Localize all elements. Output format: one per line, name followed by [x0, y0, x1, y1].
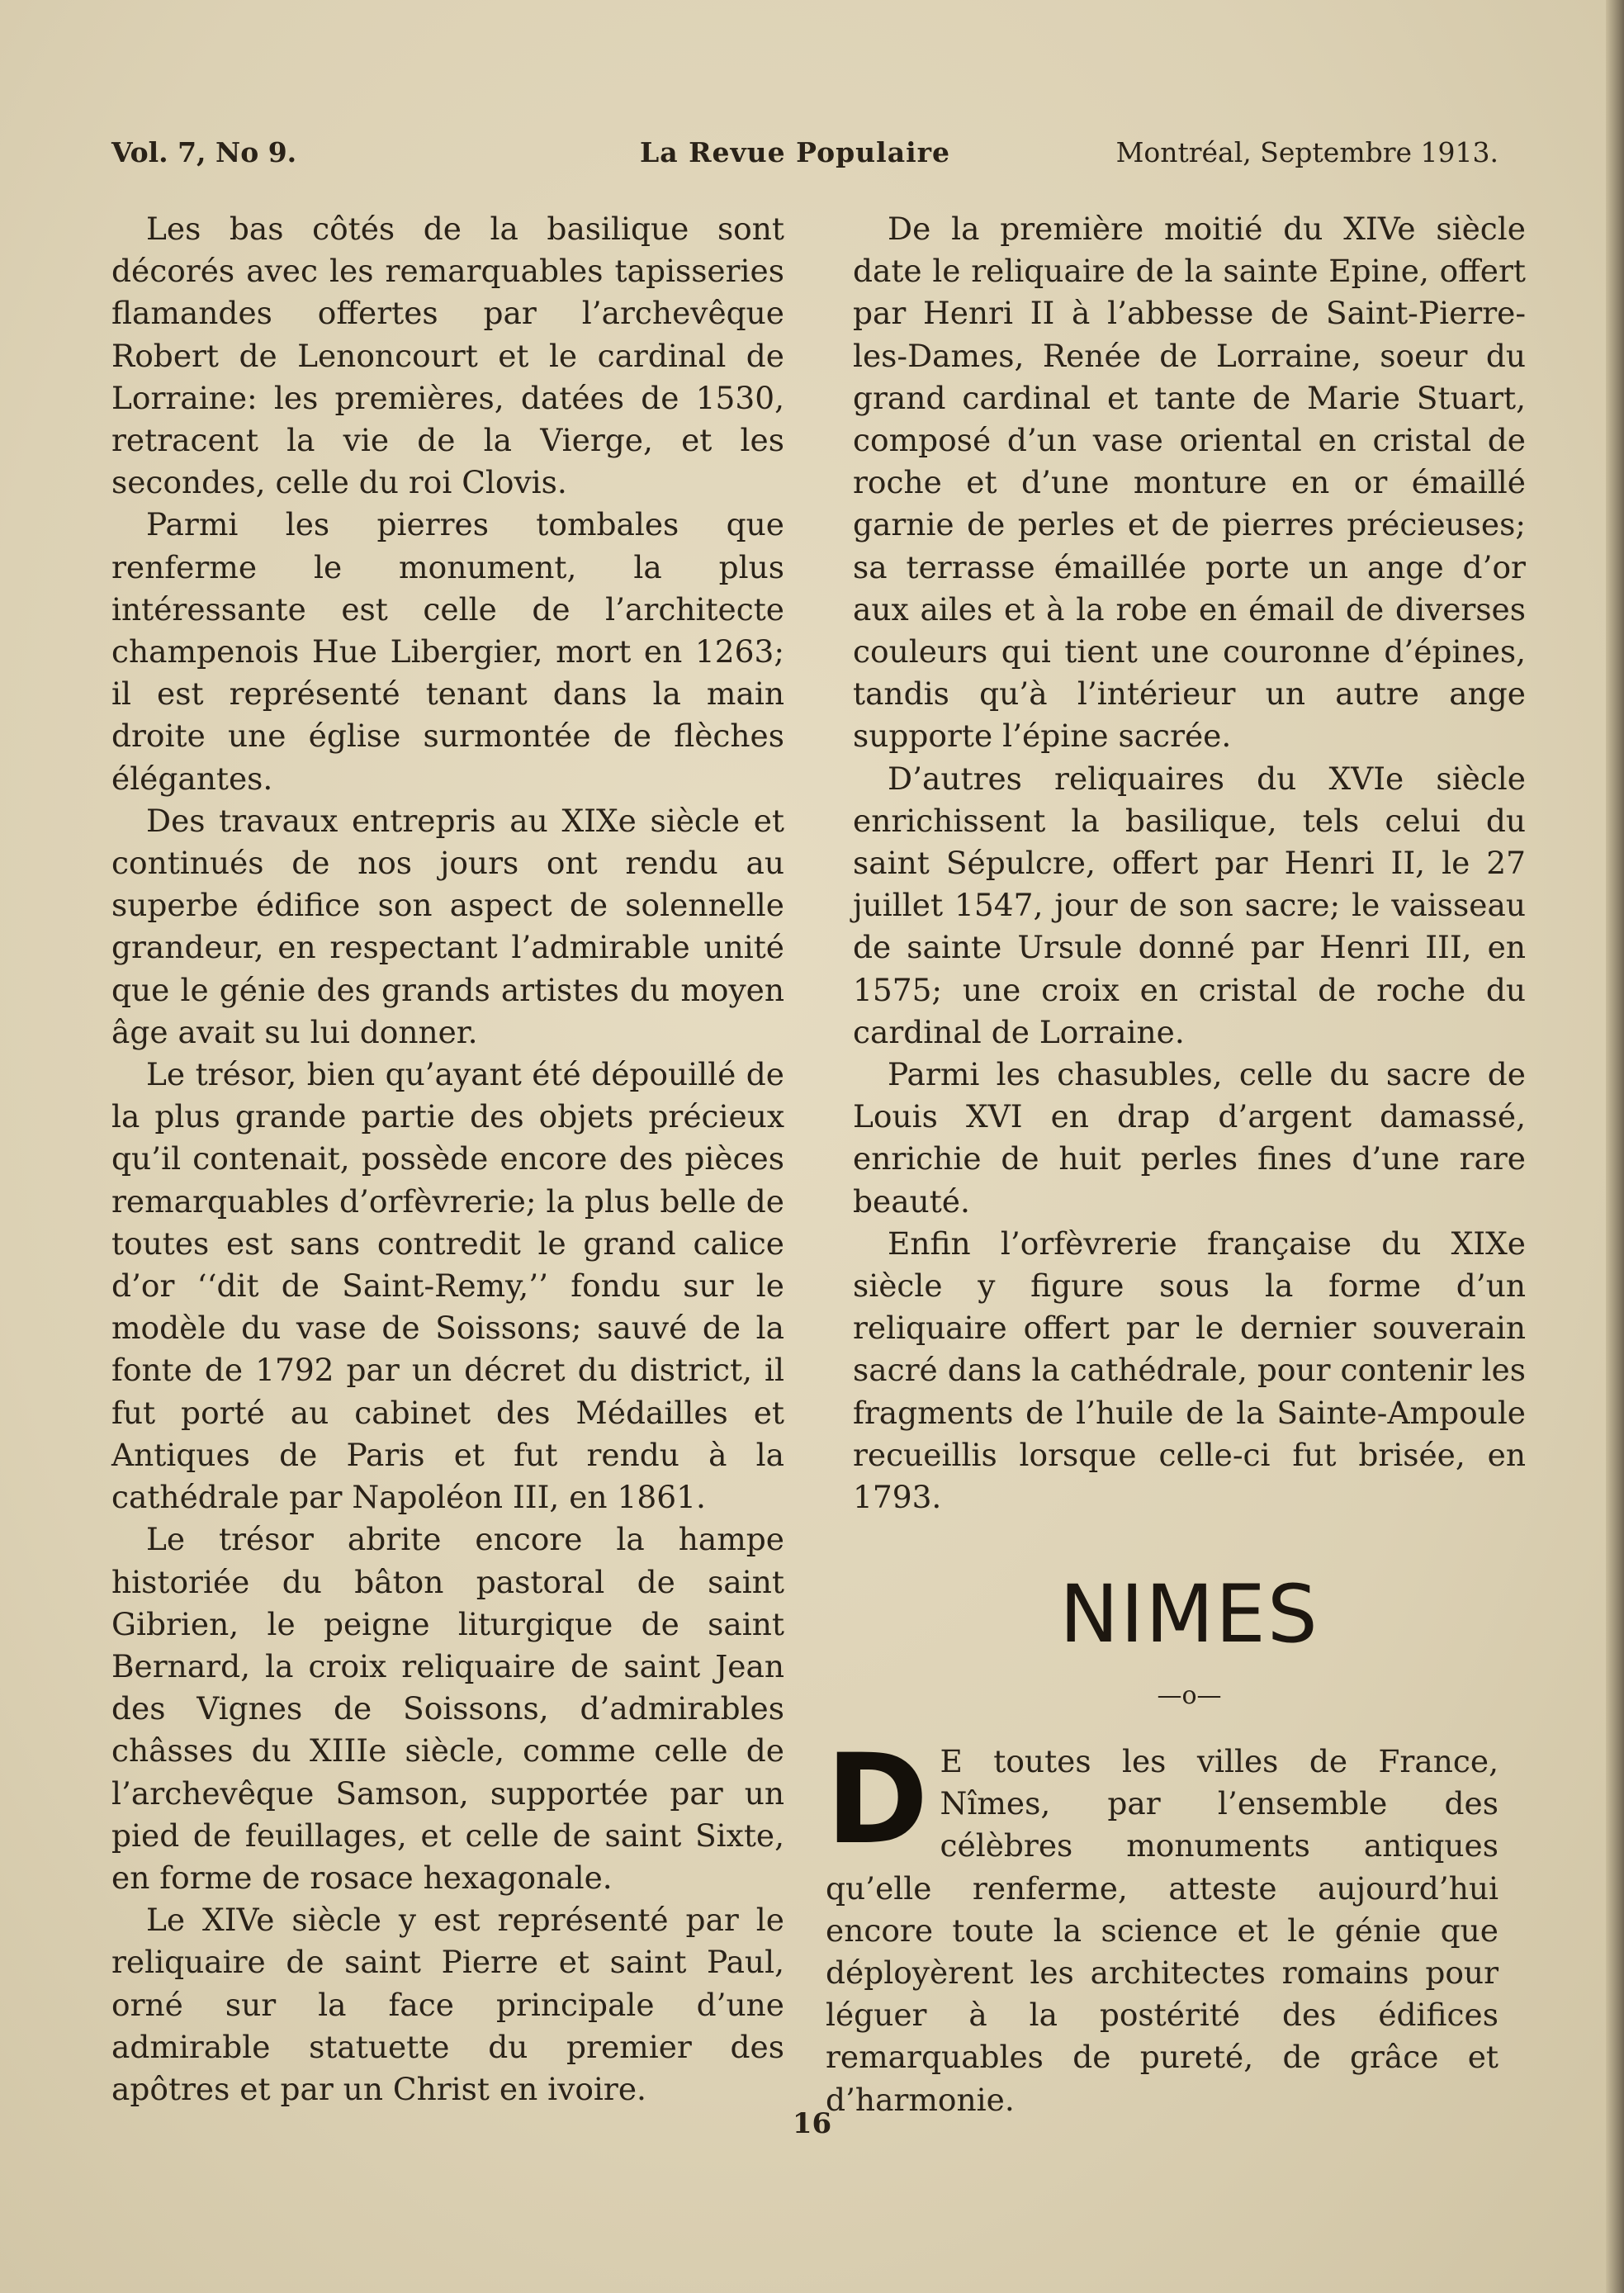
paragraph: De la première moitié du XIVe siècle date le reliquaire de la sainte Epine, offert par Henri II à l’abbesse de Saint-Pierre-les-Dames, Renée de Lorraine, soeur du grand cardinal et tante de Marie Stuart, composé d’un vase oriental en cristal de roche et d’une monture en or émaillé garnie de perles et de pierres précieuses; sa terrasse émaillée porte un ange d’or aux ailes et à la robe en émail de diverses couleurs qui tient une couronne d’épines, tandis qu’à l’intérieur un autre ange supporte l’épine sacrée. — [853, 211, 1526, 755]
paragraph: Parmi les chasubles, celle du sacre de Louis XVI en drap d’argent damassé, enrichie de huit perles fines d’une rare beauté. — [853, 1056, 1526, 1220]
paragraph: Le XIVe siècle y est représenté par le reliquaire de saint Pierre et saint Paul, orné sur la face principale d’une admirable statuette du premier des apôtres et par un Christ en ivoire. — [111, 1902, 784, 2107]
running-header — [111, 136, 1499, 178]
volume-number: Vol. 7, No 9. — [111, 136, 297, 168]
paragraph: Les bas côtés de la basilique sont décorés avec les remarquables tapisseries flamandes offertes par l’archevêque Robert de Lenoncourt et le cardinal de Lorraine: les premières, datées de 1530, retracent la vie de la Vierge, et les secondes, celle du roi Clovis. — [111, 211, 784, 501]
page-number: 16 — [792, 2107, 832, 2140]
paragraph: Des travaux entrepris au XIXe siècle et continués de nos jours ont rendu au superbe édifice son aspect de solennelle grandeur, en respectant l’admirable unité que le génie des grands artistes du moyen âge avait su lui donner. — [111, 802, 784, 1050]
title-separator: —o— — [1157, 1681, 1222, 1710]
paragraph: Le trésor, bien qu’ayant été dépouillé de la plus grande partie des objets précieux qu’il contenait, possède encore des pièces remarquables d’orfèvrerie; la plus belle de toutes est sans contredit le grand calice d’or ‘‘dit de Saint-Remy,’’ fondu sur le modèle du vase de Soissons; sauvé de la fonte de 1792 par un décret du district, il fut porté au cabinet des Médailles et Antiques de Paris et fut rendu à la cathédrale par Napoléon III, en 1861. — [111, 1056, 784, 1516]
paragraph: Enfin l’orfèvrerie française du XIXe siècle y figure sous la forme d’un reliquaire offert par le dernier souverain sacré dans la cathédrale, pour contenir les fragments de l’huile de la Sainte-Ampoule recueillis lorsque celle-ci fut brisée, en 1793. — [853, 1225, 1526, 1516]
drop-cap: D — [826, 1728, 929, 1872]
publication-title: La Revue Populaire — [640, 136, 950, 168]
paragraph: Le trésor abrite encore la hampe historiée du bâton pastoral de saint Gibrien, le peigne liturgique de saint Bernard, la croix reliquaire de saint Jean des Vignes de Soissons, d’admirables châsses du XIIIe siècle, comme celle de l’archevêque Samson, supportée par un pied de feuillages, et celle de saint Sixte, en forme de rosace hexagonale. — [111, 1521, 784, 1896]
article-body — [826, 1728, 1499, 2121]
page-edge-shadow — [1606, 0, 1624, 2293]
paragraph: Parmi les pierres tombales que renferme le monument, la plus intéressante est celle de l’architecte champenois Hue Libergier, mort en 1263; il est représenté tenant dans la main droite une église surmontée de flèches élégantes. — [111, 506, 784, 797]
left-column — [111, 208, 784, 2111]
article-text: E toutes les villes de France, Nîmes, par l’ensemble des célèbres monuments antiques qu’elle renferme, atteste aujourd’hui encore toute la science et le génie que déployèrent les architectes romains pour léguer à la postérité des édifices remarquables de pureté, de grâce et d’harmonie. — [826, 1743, 1499, 2118]
place-and-date: Montréal, Septembre 1913. — [1115, 136, 1499, 168]
article-title: NIMES — [1059, 1568, 1319, 1661]
right-column — [853, 208, 1526, 1518]
paragraph: D’autres reliquaires du XVIe siècle enrichissent la basilique, tels celui du saint Sépulcre, offert par Henri II, le 27 juillet 1547, jour de son sacre; le vaisseau de sainte Ursule donné par Henri III, en 1575; une croix en cristal de roche du cardinal de Lorraine. — [853, 760, 1526, 1050]
